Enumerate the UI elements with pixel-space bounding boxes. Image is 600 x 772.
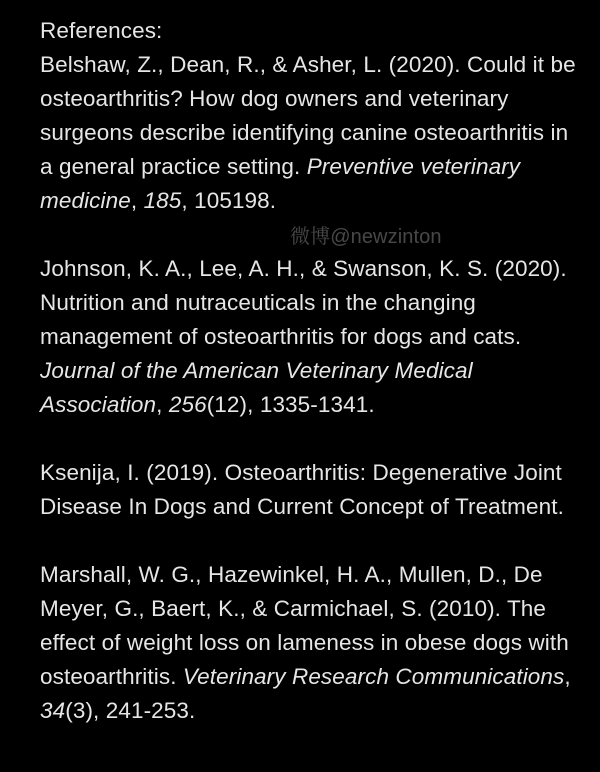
- references-heading: References:: [40, 18, 163, 43]
- reference-volume: 34: [40, 698, 66, 723]
- references-document: [40, 14, 580, 762]
- reference-journal: Journal of the American Veterinary Medical Association: [40, 358, 473, 417]
- reference-entry-ksenija: [40, 456, 580, 524]
- reference-separator: ,: [156, 392, 169, 417]
- reference-entry-belshaw: [40, 48, 580, 218]
- reference-volume: 185: [143, 188, 182, 213]
- reference-text: Ksenija, I. (2019). Osteoarthritis: Degenerative Joint Disease In Dogs and Current Concept of Treatment.: [40, 460, 564, 519]
- reference-pages: (3), 241-253.: [65, 698, 196, 723]
- reference-entry-johnson: [40, 252, 580, 422]
- reference-journal: Veterinary Research Communications: [182, 664, 565, 689]
- reference-entry-marshall: [40, 558, 580, 728]
- reference-separator: ,: [564, 664, 571, 689]
- reference-separator: ,: [130, 188, 144, 213]
- watermark-text: 微博@newzinton: [290, 226, 442, 248]
- reference-journal: Preventive veterinary medicine: [40, 154, 521, 213]
- reference-text: Belshaw, Z., Dean, R., & Asher, L. (2020). Could it be osteoarthritis? How dog owners and veterinary surgeons describe identifying canine osteoarthritis in a general practice setting.: [40, 52, 576, 179]
- reference-text: Marshall, W. G., Hazewinkel, H. A., Mullen, D., De Meyer, G., Baert, K., & Carmichael, S. (2010). The effect of weight loss on lameness in obese dogs with osteoarthritis.: [40, 562, 569, 689]
- reference-text: Johnson, K. A., Lee, A. H., & Swanson, K. S. (2020). Nutrition and nutraceuticals in the changing management of osteoarthritis for dogs and cats.: [40, 256, 567, 349]
- reference-pages: (12), 1335-1341.: [206, 392, 375, 417]
- reference-volume: 256: [168, 392, 207, 417]
- reference-pages: , 105198.: [181, 188, 277, 213]
